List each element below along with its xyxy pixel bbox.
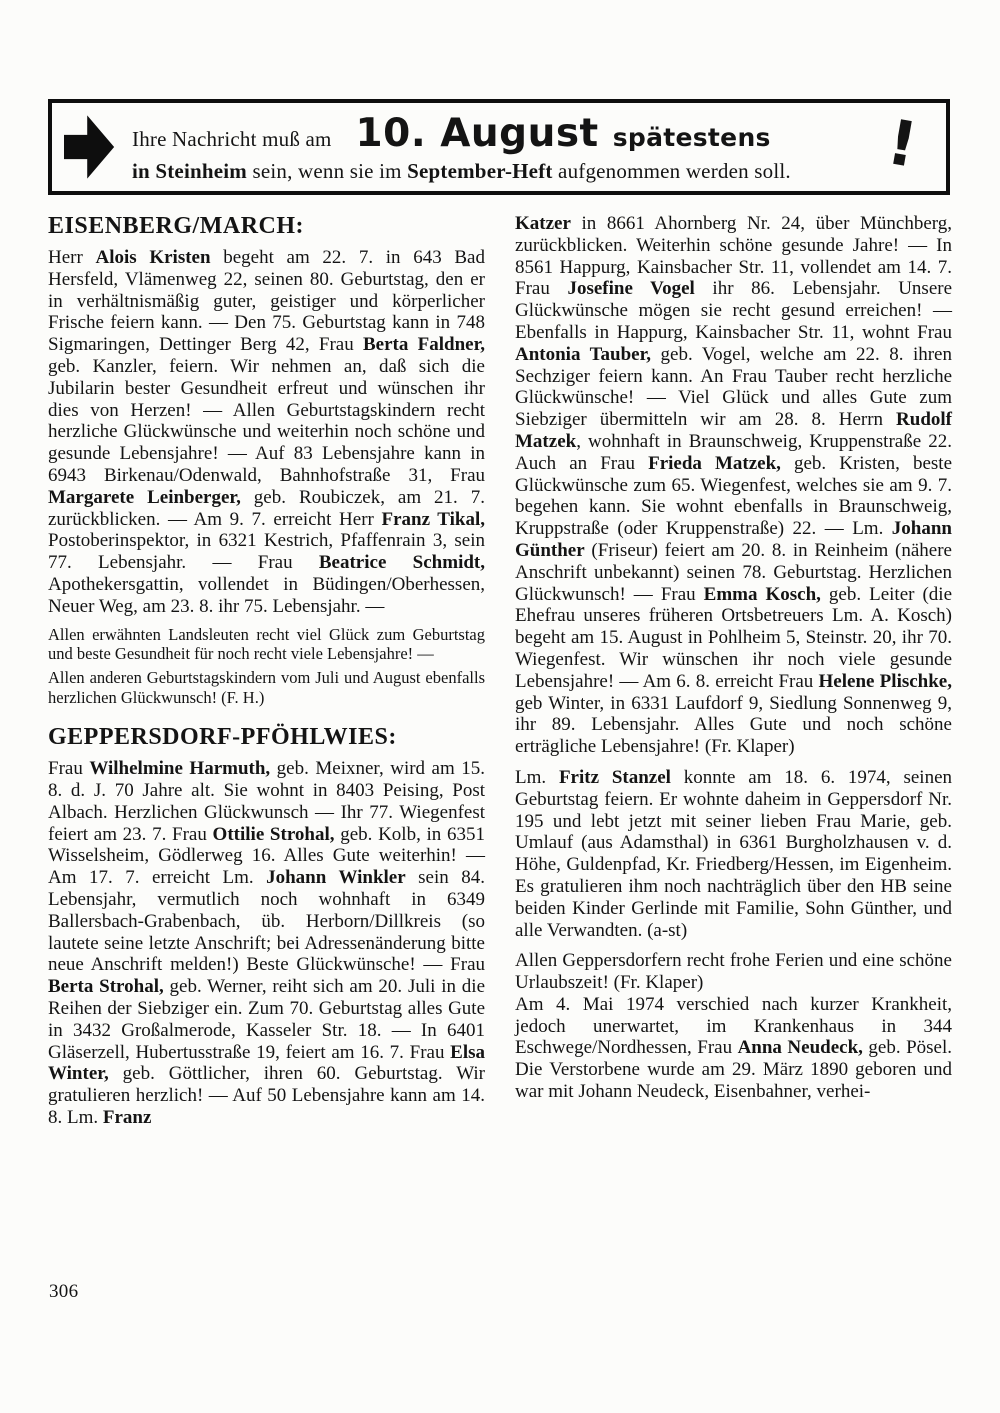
- exclamation-icon: !: [881, 105, 923, 182]
- text-segment: in 8661 Ahornberg Nr. 24, über Münchberg, zurückblicken. Weiterhin schöne gesunde Jahre! — In 8561 Happurg, Kainsbacher Str. 11, vollendet am 14. 7. Frau: [515, 213, 952, 300]
- notice-line-2: [132, 159, 878, 184]
- text-segment: ihr 86. Lebensjahr. Unsere Glückwünsche mögen sie recht gesund erreichen! — Ebenfalls in Happurg, Kainsbacher Str. 11, wohnt Frau: [515, 278, 953, 343]
- paragraph-obituary-neudeck: [515, 994, 952, 1103]
- deadline-notice-box: [48, 99, 950, 195]
- bold-name: Helene Plischke,: [818, 670, 952, 692]
- text-segment: Herr: [48, 247, 96, 268]
- bold-name: Johann Winkler: [266, 867, 406, 889]
- bold-name: Fritz Stanzel: [558, 766, 671, 788]
- bold-name: Josefine Vogel: [567, 278, 695, 300]
- left-column: [48, 213, 485, 1129]
- text-segment: geb. Roubiczek, am 21. 7. zurückblicken. — Am 9. 7. erreicht Herr: [48, 486, 485, 530]
- bold-name: Johann Günther: [515, 518, 952, 561]
- paragraph-ferien-greeting: Allen Geppersdorfern recht frohe Ferien und eine schöne Urlaubszeit! (Fr. Klaper): [515, 950, 952, 994]
- notice-deadline-date: 10. August: [355, 110, 599, 156]
- notice-prefix: Ihre Nachricht muß am: [132, 126, 332, 151]
- page-number: 306: [49, 1281, 79, 1302]
- text-segment: geb. Werner, reiht sich am 20. Juli in die Reihen der Siebziger ein. Zum 70. Geburtstag alles Gute in 3432 Großalmerode, Kasseler Str. 18. — In 6401 Gläserzell, Hubertusstraße 19, feiert am 16. 7. Frau: [48, 976, 485, 1063]
- text-segment: geb. Kristen, beste Glückwünsche zum 65. Wiegenfest, welches sie am 9. 7. begehen kann. Sie wohnt ebenfalls in Braunschweig, Kruppstraße (oder Kruppenstraße) 22. — Lm.: [515, 452, 953, 540]
- bold-name: Beatrice Schmidt,: [318, 552, 485, 574]
- bold-name: Alois Kristen: [95, 247, 211, 268]
- bold-name: Emma Kosch,: [703, 583, 821, 605]
- text-segment: geb. Pösel. Die Verstorbene wurde am 29. März 1890 geboren und war mit Johann Neudeck, Eisenbahner, verhei-: [515, 1037, 952, 1103]
- bold-name: Franz Tikal,: [381, 508, 486, 530]
- bold-name: Berta Strohal,: [48, 976, 164, 998]
- section-heading-eisenberg-march: EISENBERG/MARCH:: [48, 213, 305, 239]
- bold-name: Elsa Winter,: [48, 1041, 485, 1085]
- text-segment: , wohnhaft in Braunschweig, Kruppenstraße 22. Auch an Frau: [515, 430, 952, 474]
- text-segment: geb. Göttlicher, ihren 60. Geburtstag. Wir gratulieren herzlich! — Auf 50 Lebensjahre kann am 14. 8. Lm.: [48, 1063, 485, 1128]
- bold-name: in Steinheim: [132, 158, 247, 183]
- bold-name: Rudolf Matzek: [515, 409, 952, 452]
- bold-name: Margarete Leinberger,: [48, 486, 241, 508]
- text-segment: geb. Leiter (die Ehefrau unseres früheren Ortsbetreuers Lm. A. Kosch) begeht am 15. August in Pohlheim 5, Steinstr. 20, ihr 70. Wiegenfest. Wir wünschen ihr noch viele gesunde Lebensjahre! — Am 6. 8. erreicht Frau: [515, 583, 953, 692]
- text-segment: (Friseur) feiert am 20. 8. in Reinheim (nähere Anschrift unbekannt) seinen 78. Geburtstag. Herzlichen Glückwunsch! — Frau: [515, 539, 952, 605]
- paragraph-wishes-small-1: Allen erwähnten Landsleuten recht viel Glück zum Geburtstag und beste Gesundheit für noch recht viele Lebensjahre! —: [48, 624, 485, 663]
- text-segment: Lm.: [515, 766, 559, 788]
- section-heading-geppersdorf-pfoehlwies: GEPPERSDORF-PFÖHLWIES:: [48, 724, 397, 751]
- text-segment: Frau: [48, 758, 90, 780]
- text-segment: sein 84. Lebensjahr, vermutlich noch wohnhaft in 6349 Ballersbach-Grabenbach, üb. Herborn/Dillkreis (so lautete seine letzte Anschrift; bei Adressenänderung bitte neue Anschrift melden!) Beste Glückwünsche! — Frau: [48, 867, 485, 976]
- text-segment: begeht am 22. 7. in 643 Bad Hersfeld, Vlämenweg 22, seinen 80. Geburtstag, den er in verhältnismäßig guter, geistiger und körperlicher Frische feiern kann. — Den 75. Geburtstag kann in 748 Sigmaringen, Dettinger Berg 42, Frau: [48, 247, 485, 356]
- bold-name: Frieda Matzek,: [648, 452, 781, 474]
- notice-line-1: [132, 111, 878, 156]
- text-segment: geb. Kolb, in 6351 Wisselsheim, Gödlerweg 16. Alles Gute weiterhin! — Am 17. 7. erreicht Lm.: [48, 823, 485, 889]
- text-segment: Apothekersgattin, vollendet in Büdingen/Oberhessen, Neuer Weg, am 23. 8. ihr 75. Lebensjahr. —: [48, 573, 485, 617]
- right-arrow-icon: [64, 108, 116, 186]
- bold-name: Katzer: [515, 213, 571, 234]
- bold-name: Berta Faldner,: [363, 334, 486, 356]
- bold-name: Antonia Tauber,: [515, 343, 652, 365]
- right-column: [515, 213, 952, 1129]
- text-segment: aufgenommen werden soll.: [552, 158, 791, 183]
- paragraph-geppersdorf-birthdays: [48, 758, 485, 1129]
- paragraph-fritz-stanzel: [515, 767, 952, 941]
- notice-latest-label: spätestens: [612, 122, 771, 152]
- bold-name: Anna Neudeck,: [737, 1037, 863, 1059]
- bold-name: Ottilie Strohal,: [212, 823, 335, 845]
- bold-name: September-Heft: [407, 158, 553, 183]
- text-segment: Postoberinspektor, in 6321 Kestrich, Pfaffenrain 3, sein 77. Lebensjahr. — Frau: [48, 530, 485, 574]
- paragraph-eisenberg-birthdays: [48, 247, 485, 618]
- text-segment: Am 4. Mai 1974 verschied nach kurzer Krankheit, jedoch unerwartet, im Krankenhaus in 344 Eschwege/Nordhessen, Frau: [515, 993, 952, 1059]
- paragraph-birthdays-continued: [515, 213, 952, 758]
- text-segment: sein, wenn sie im: [247, 158, 408, 183]
- text-segment: geb. Meixner, wird am 15. 8. d. J. 70 Jahre alt. Sie wohnt in 8403 Peising, Post Albach. Herzlichen Glückwunsch — Ihr 77. Wiegenfest feiert am 23. 7. Frau: [48, 758, 486, 845]
- deadline-notice-text: [132, 111, 878, 184]
- text-segment: konnte am 18. 6. 1974, seinen Geburtstag feiern. Er wohnte daheim in Geppersdorf Nr. 195 und lebt jetzt mit seiner lieben Frau Marie, geb. Umlauf (aus Adamsthal) in 6361 Burgholzhausen v. d. Höhe, Guldenpfad, Kr. Friedberg/Hessen, im Eigenheim. Es gratulieren ihm noch nachträglich über den HB seine beiden Kinder Gerlinde mit Familie, Sohn Günther, und alle Verwandten. (a-st): [515, 766, 953, 941]
- paragraph-wishes-small-2: Allen anderen Geburtstagskindern vom Juli und August ebenfalls herzlichen Glückwunsch! (F. H.): [48, 668, 485, 707]
- bold-name: Wilhelmine Harmuth,: [89, 758, 271, 780]
- bold-name: Franz: [102, 1106, 152, 1128]
- article-columns: [48, 213, 952, 1129]
- text-segment: geb Winter, in 6331 Laufdorf 9, Siedlung Sonnenweg 9, ihr 89. Lebensjahr. Alles Gute und noch schöne erträgliche Lebensjahre! (Fr. Klaper): [515, 692, 952, 758]
- text-segment: geb. Vogel, welche am 22. 8. ihren Sechziger feiern kann. An Frau Tauber recht herzliche Glückwünsche! — Viel Glück und alles Gute zum Siebziger übermitteln wir am 28. 8. Herrn: [515, 343, 952, 431]
- text-segment: geb. Kanzler, feiern. Wir nehmen an, daß sich die Jubilarin bester Gesundheit erfreut und wünschen ihr dies von Herzen! — Allen Geburtstagskindern recht herzliche Glückwünsche und weiterhin noch schöne und gesunde Lebensjahre! — Auf 83 Lebensjahre kann in 6943 Birkenau/Odenwald, Bahnhofstraße 31, Frau: [48, 355, 485, 486]
